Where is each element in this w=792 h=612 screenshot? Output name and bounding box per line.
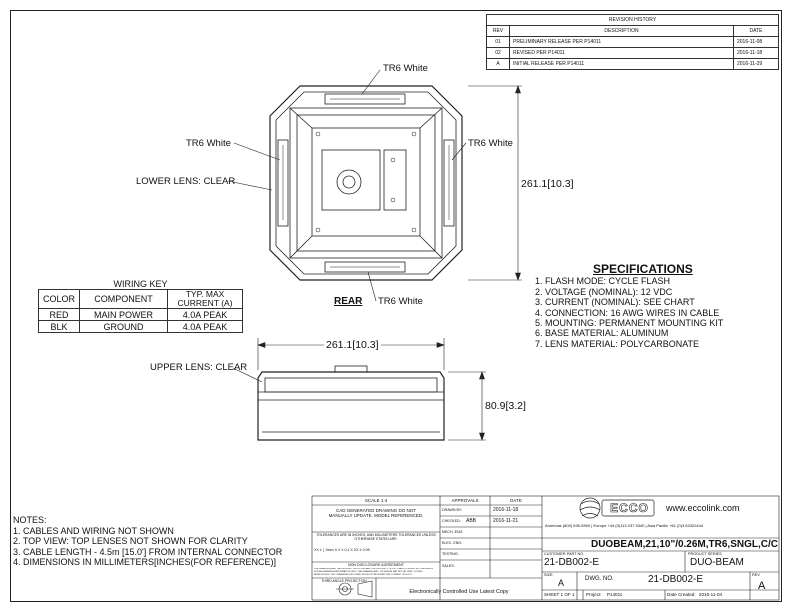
spec-item: 2. VOLTAGE (NOMINAL): 12 VDC (535, 286, 673, 297)
notes-block (13, 515, 282, 568)
wiring-key-title: WIRING KEY (39, 278, 243, 290)
rev-value: A (758, 580, 766, 592)
size-label: SIZE: (544, 573, 554, 577)
approval-role: DRAWN BY: (442, 508, 463, 512)
approval-date: 2016-11-18 (493, 507, 519, 513)
approval-date: 2016-11-21 (493, 518, 519, 524)
dwg-number: 21-DB002-E (648, 574, 704, 585)
rear-view-label: REAR (334, 296, 363, 307)
approval-role: CHECKED: (442, 519, 461, 523)
approvals-date-header: DATE (510, 498, 522, 503)
revision-row: 01 PRELIMINARY RELEASE PER P14011 2016-11-08 (487, 37, 779, 48)
center-hub (337, 170, 361, 194)
company-website: www.eccolink.com (666, 503, 740, 513)
notes-title: NOTES: (13, 515, 47, 525)
product-series-label: PRODUCT SERIES (688, 552, 722, 556)
approval-role: ELEC. ENG. (442, 541, 463, 545)
specifications-title: SPECIFICATIONS (593, 262, 693, 276)
callout-top-tr6: TR6 White (383, 63, 428, 74)
product-title: DUOBEAM,21,10"/0.26M,TR6,SNGL,C/C (590, 539, 778, 550)
scale-label: SCALE 1:4 (364, 498, 388, 503)
approval-role: MECH. ENG. (442, 530, 464, 534)
side-width-dimension: 261.1[10.3] (326, 339, 379, 351)
rev-label: REV. (752, 573, 761, 577)
dwg-label: DWG. NO. (585, 576, 614, 582)
project-field: Project: P14011 (586, 592, 623, 597)
callout-lower-lens: LOWER LENS: CLEAR (136, 176, 236, 187)
date-created-field: Date Created: 2016-11-04 (667, 592, 723, 597)
top-view-inner-frame (290, 108, 442, 258)
spec-item: 3. CURRENT (NOMINAL): SEE CHART (535, 297, 695, 308)
specifications-block (535, 264, 723, 349)
approvals-header: APPROVALS (451, 498, 479, 503)
tolerance-values: XX ± | .0mm X.X ± 0.1 X.XX ± 0.05 (314, 548, 370, 552)
note-item: 1. CABLES AND WIRING NOT SHOWN (13, 525, 174, 536)
customer-part-label: CUSTOMER PART NO. (544, 552, 585, 556)
tolerance-note: TOLERANCES ARE IN INCHES, AND MILLIMETERS TOLERANCES UNLESS OTHERWISE STATED ARE: (316, 533, 436, 541)
note-item: 2. TOP VIEW: TOP LENSES NOT SHOWN FOR CLARITY (13, 536, 248, 546)
top-view-height-dimension: 261.1[10.3] (521, 178, 574, 190)
spec-item: 5. MOUNTING: PERMANENT MOUNTING KIT (535, 318, 724, 329)
spec-item: 4. CONNECTION: 16 AWG WIRES IN CABLE (535, 307, 720, 318)
callout-right-tr6: TR6 White (468, 138, 513, 149)
callout-left-tr6: TR6 White (186, 138, 231, 149)
callout-rear-tr6: TR6 White (378, 296, 423, 307)
size-value: A (558, 578, 565, 588)
company-logo-text: ECCO (610, 501, 649, 515)
callout-upper-lens: UPPER LENS: CLEAR (150, 362, 248, 373)
wiring-key-table: WIRING KEY COLOR COMPONENT TYP. MAX CURRENT (A) RED MAIN POWER 4.0A PEAK BLK GROUND 4.0A PEAK (38, 278, 243, 333)
product-series: DUO-BEAM (690, 557, 744, 568)
projection-label: THIRD ANGLE PROJECTION (321, 579, 367, 583)
approval-role: TESTING: (442, 552, 459, 556)
company-phones: Americas (800) 635-5900 | Europe +44 (0)113 237 5340 | Asia Pacific +61 (0)3 63322444 (545, 523, 704, 528)
side-view-outline (258, 372, 444, 440)
approval-role: SALES: (442, 564, 455, 568)
rev-header: REV (487, 26, 510, 37)
approval-name: ABB (466, 518, 477, 524)
side-height-dimension: 80.9[3.2] (485, 400, 526, 412)
nda-text: THE DRAWINGS AND THE DESIGN IT DISCLOSES ARE THE PROPERTY OF ECCO AND IS ISSUED IN CONFIDENCE FOR ENGINEERING/INFORMATION ONLY. THE DRAWING AND / OR DESIGN MAY NOT BE USED, COPIED, REPRODUCED, OR OTHERWISE DISCLOSED WITHOUT PRIOR WRITTEN CONSENT OF ECCO. (314, 568, 434, 576)
control-note: Electronically Controlled Use Latest Copy (409, 589, 509, 595)
wiring-row: BLK GROUND 4.0A PEAK (39, 321, 243, 333)
description-header: DESCRIPTION (510, 26, 734, 37)
wiring-row: RED MAIN POWER 4.0A PEAK (39, 309, 243, 321)
nda-title: NON DISCLOSURE AGREEMENT (348, 563, 404, 567)
revision-row: 02 REVISED PER P14011 2016-11-18 (487, 48, 779, 59)
note-item: 4. DIMENSIONS IN MILLIMETERS[INCHES(FOR REFERENCE)] (13, 557, 277, 567)
note-item: 3. CABLE LENGTH - 4.5m [15.0'] FROM INTERNAL CONNECTOR (13, 546, 283, 557)
spec-item: 6. BASE MATERIAL: ALUMINUM (535, 328, 669, 339)
sheet-number: SHEET 1 OF 1 (544, 592, 575, 597)
revision-history-title: REVISION HISTORY (487, 15, 779, 26)
spec-item: 1. FLASH MODE: CYCLE FLASH (535, 276, 671, 287)
projection-symbol (336, 581, 372, 597)
side-view-upper-lens (265, 378, 437, 392)
date-header: DATE (734, 26, 779, 37)
revision-row: A INITIAL RELEASE PER P14011 2016-11-29 (487, 59, 779, 70)
customer-part-number: 21-DB002-E (544, 557, 600, 568)
spec-item: 7. LENS MATERIAL: POLYCARBONATE (535, 338, 700, 349)
cad-note: CAD GENERATED DRAWING DO NOT MANUALLY UPDATE. MODEL REFERENCED. (328, 508, 424, 518)
